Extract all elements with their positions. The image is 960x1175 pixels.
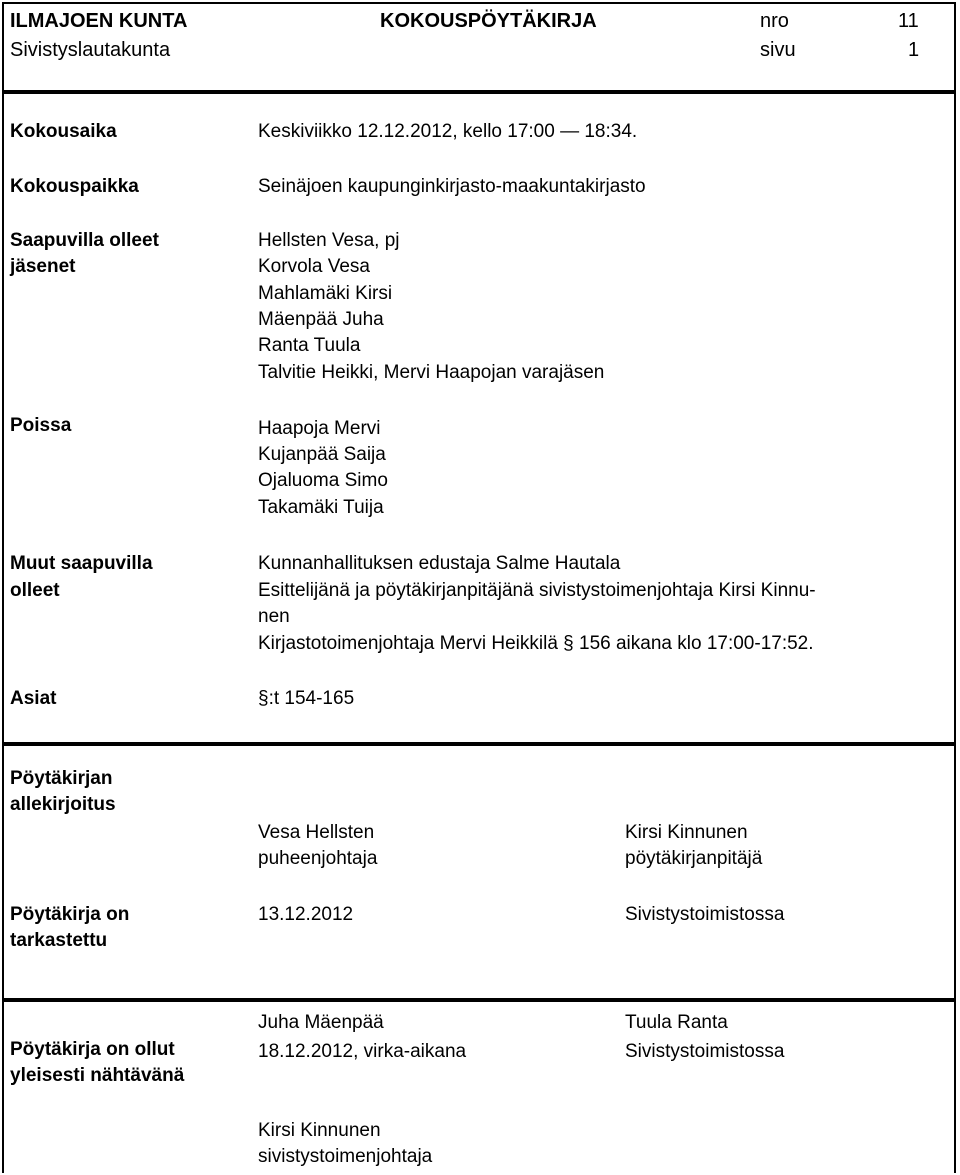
others-label-2: olleet [10,580,60,601]
sivu-value: 1 [908,39,920,61]
present-member: Talvitie Heikki, Mervi Haapojan varajäsen [258,362,605,383]
present-member: Korvola Vesa [258,256,370,277]
meeting-time-label: Kokousaika [10,121,117,142]
absent-member: Kujanpää Saija [258,444,386,465]
present-member: Mahlamäki Kirsi [258,283,393,304]
checker-name: Tuula Ranta [625,1012,728,1033]
other-attendee: nen [258,606,290,627]
other-attendee: Kunnanhallituksen edustaja Salme Hautala [258,553,621,574]
signature-label-2: allekirjoitus [10,794,116,815]
meeting-place-value: Seinäjoen kaupunginkirjasto-maakuntakirjasto [258,176,646,197]
nro-value: 11 [898,10,919,32]
certifier-role: sivistystoimenjohtaja [258,1146,433,1167]
absent-label: Poissa [10,415,72,436]
present-label-2: jäsenet [10,256,76,277]
checker-name: Juha Mäenpää [258,1012,384,1033]
absent-member: Ojaluoma Simo [258,470,388,491]
present-member: Mäenpää Juha [258,309,384,330]
department: Sivistyslautakunta [10,39,171,61]
document-type: KOKOUSPÖYTÄKIRJA [380,10,597,32]
checked-date: 13.12.2012 [258,904,354,925]
checked-label: Pöytäkirja on [10,904,130,925]
chair-name: Vesa Hellsten [258,822,375,843]
present-label: Saapuvilla olleet [10,230,159,251]
items-label: Asiat [10,688,57,709]
nro-label: nro [760,10,789,32]
secretary-name: Kirsi Kinnunen [625,822,748,843]
checked-place: Sivistystoimistossa [625,904,785,925]
public-label-2: yleisesti nähtävänä [10,1065,185,1086]
present-member: Ranta Tuula [258,335,361,356]
certifier-name: Kirsi Kinnunen [258,1120,381,1141]
items-value: §:t 154-165 [258,688,355,709]
other-attendee: Kirjastotoimenjohtaja Mervi Heikkilä § 156 aikana klo 17:00-17:52. [258,633,814,654]
meeting-time-value: Keskiviikko 12.12.2012, kello 17:00 — 18:34. [258,121,638,142]
secretary-role: pöytäkirjanpitäjä [625,848,763,869]
checked-label-2: tarkastettu [10,930,108,951]
org-name: ILMAJOEN KUNTA [10,10,188,32]
signature-label: Pöytäkirjan [10,768,113,789]
public-label: Pöytäkirja on ollut [10,1039,175,1060]
public-place: Sivistystoimistossa [625,1041,785,1062]
public-date: 18.12.2012, virka-aikana [258,1041,467,1062]
chair-role: puheenjohtaja [258,848,378,869]
absent-member: Takamäki Tuija [258,497,384,518]
absent-member: Haapoja Mervi [258,418,381,439]
meeting-place-label: Kokouspaikka [10,176,139,197]
present-member: Hellsten Vesa, pj [258,230,400,251]
other-attendee: Esittelijänä ja pöytäkirjanpitäjänä sivistystoimenjohtaja Kirsi Kinnu- [258,580,816,601]
others-label: Muut saapuvilla [10,553,153,574]
signatures-box [2,744,956,1000]
sivu-label: sivu [760,39,796,61]
